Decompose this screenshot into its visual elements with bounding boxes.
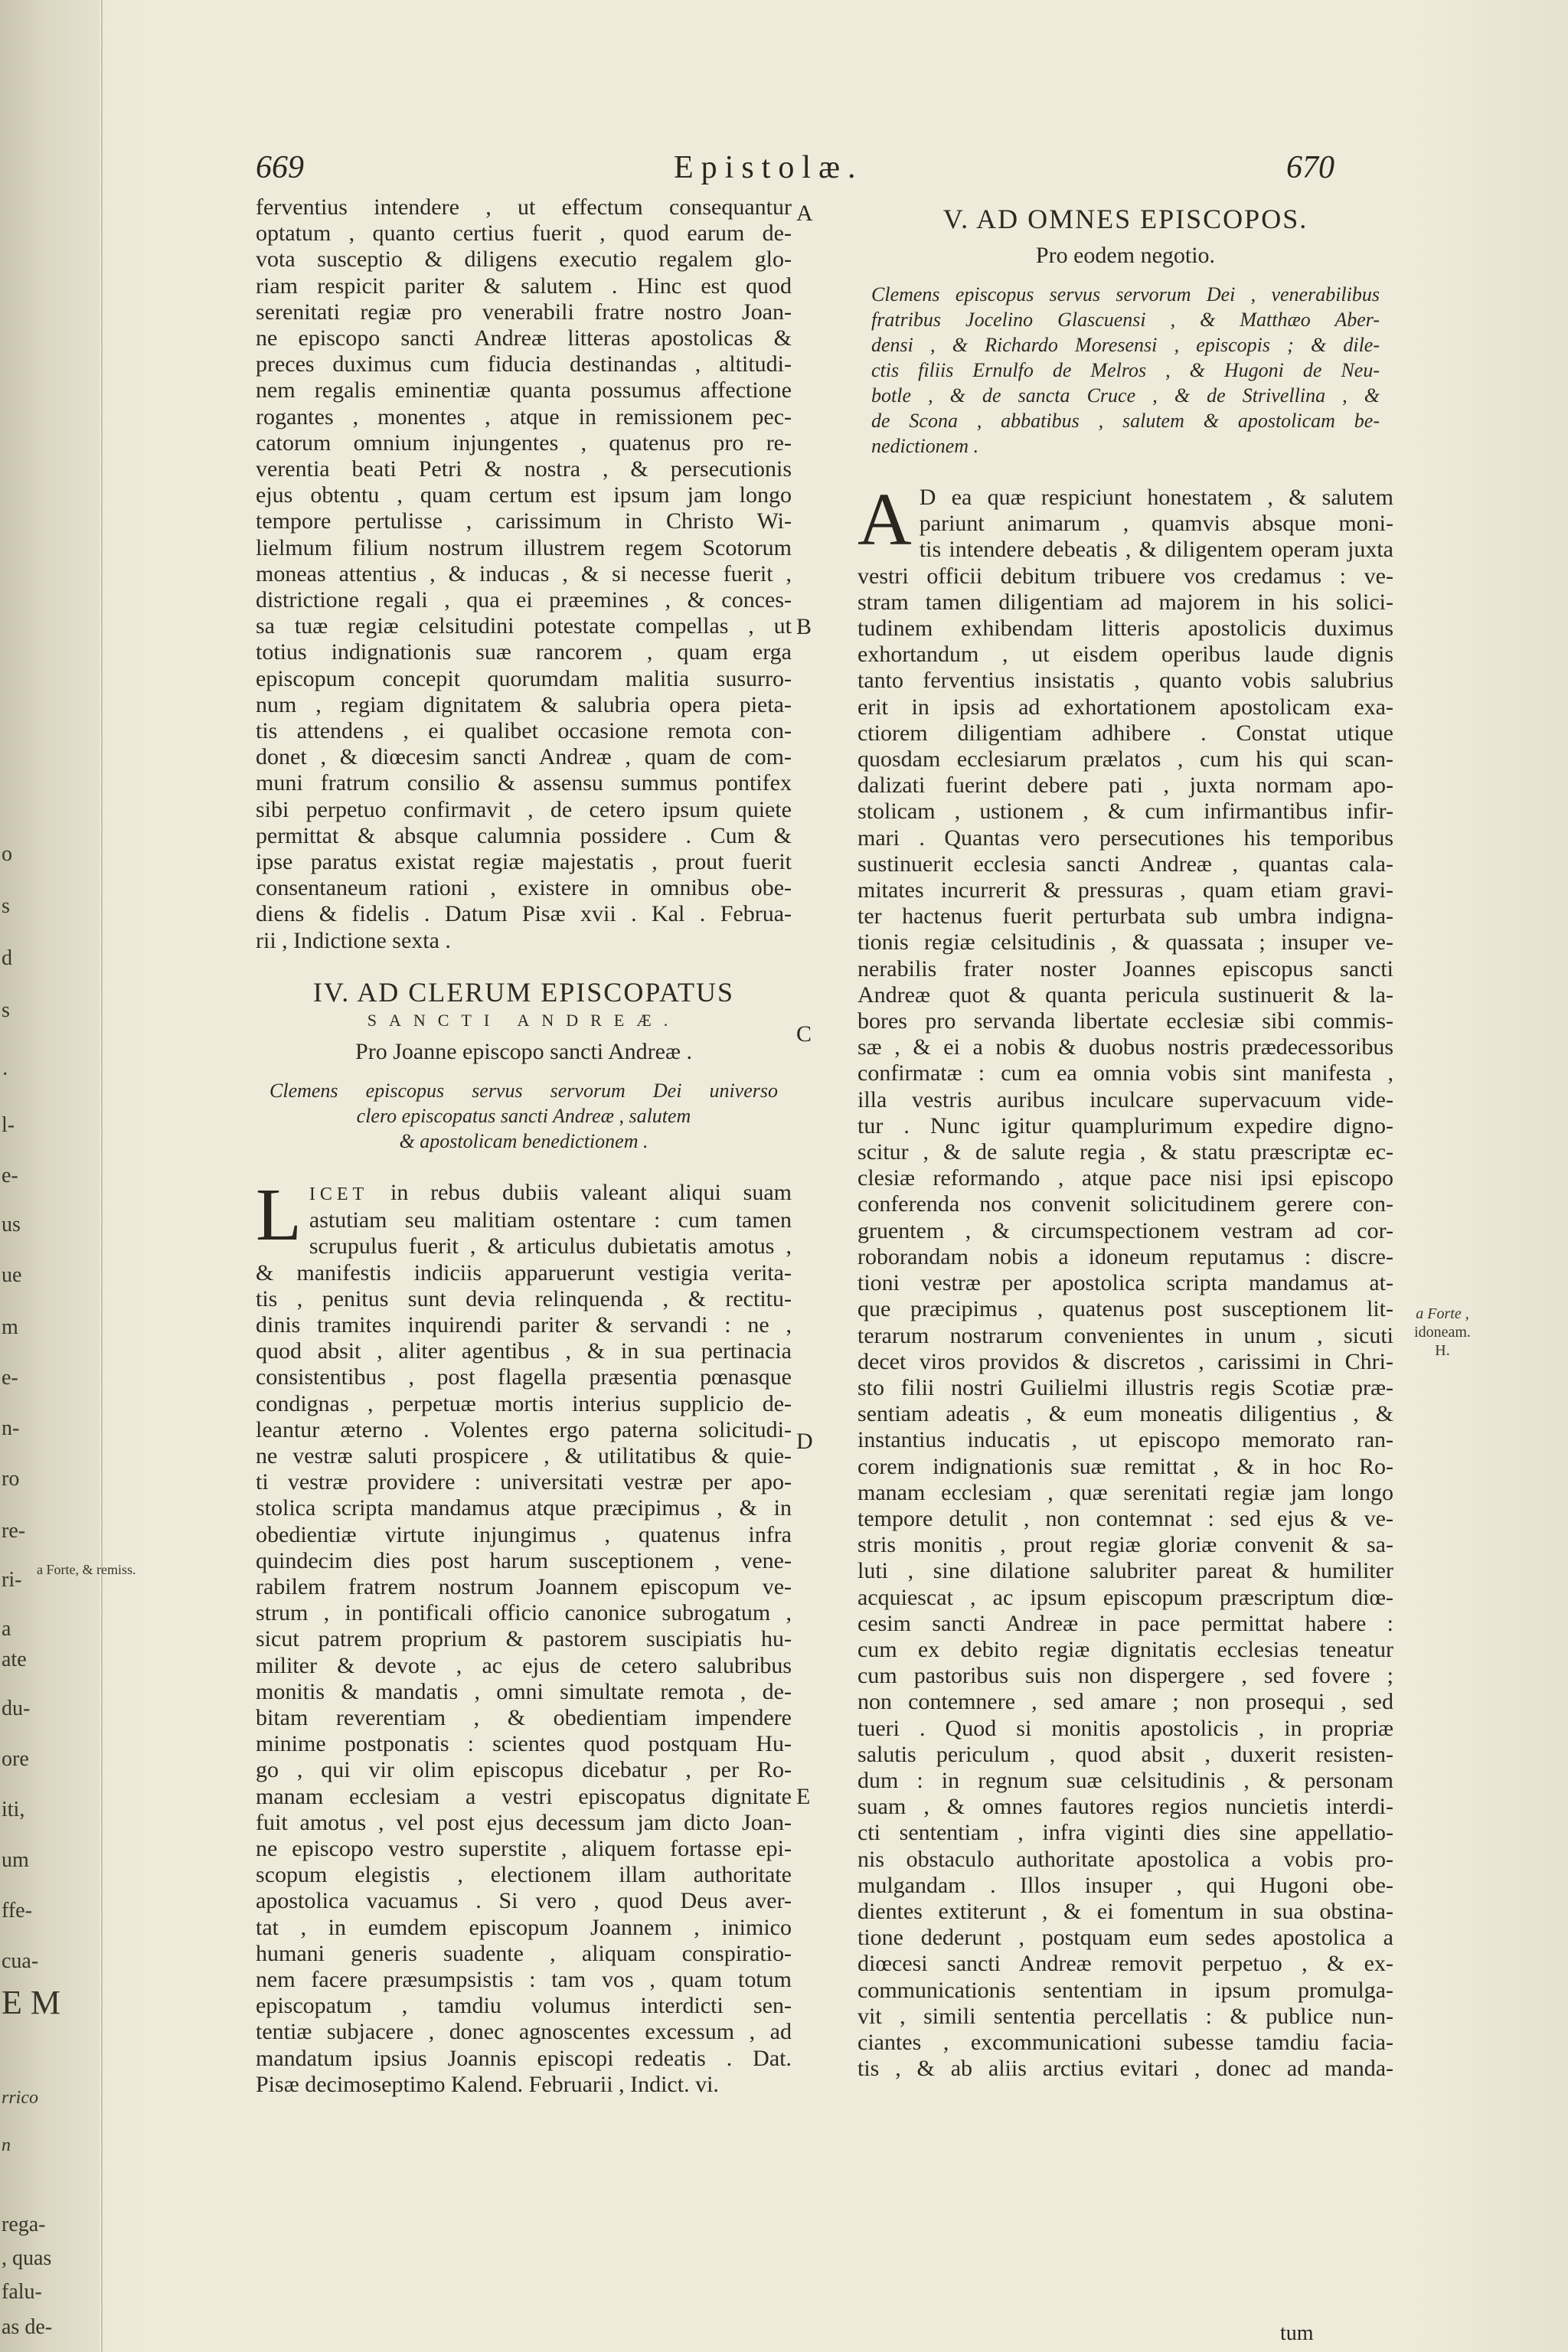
text-line: muni fratrum consilio & assensu summus pontifex (256, 770, 792, 796)
text-line: apostolica vacuamus . Si vero , quod Deus aver- (256, 1888, 792, 1914)
facing-page-fragment: m (2, 1315, 18, 1339)
facing-page-margin (0, 0, 136, 2352)
text-line: tueri . Quod si monitis apostolicis , in propriæ (858, 1715, 1393, 1741)
text-line: preces duximus cum fiducia destinandas , altitudi- (256, 351, 792, 377)
text-line: rabilem fratrem nostrum Joannem episcopum ve- (256, 1573, 792, 1599)
text-line: catorum omnium injungentes , quatenus pro re- (256, 430, 792, 456)
text-line: que præcipimus , quatenus post susceptionem lit- (858, 1296, 1393, 1322)
facing-page-fragment: re- (2, 1519, 26, 1543)
facing-page-fragment: s (2, 894, 10, 918)
text-line: cum ex debito regiæ dignitatis ecclesias teneatur (858, 1636, 1393, 1662)
facing-page-fragment: d (2, 946, 12, 970)
facing-page-fragment: o (2, 842, 12, 866)
text-line: ciantes , excommunicationi subesse tamdiu facia- (858, 2029, 1393, 2055)
margin-note-line: idoneam. (1414, 1324, 1471, 1341)
text-line: episcopum concepit quorumdam malitia susurro- (256, 665, 792, 691)
text-line: ne episcopo vestro superstite , aliquem fortasse epi- (256, 1835, 792, 1861)
facing-page-fragment: ate (2, 1648, 27, 1671)
text-line: D ea quæ respiciunt honestatem , & salutem (919, 485, 1393, 510)
facing-page-fragment: e- (2, 1366, 18, 1390)
text-line: bitam reverentiam , & obedientiam impendere (256, 1704, 792, 1730)
text-line: num , regiam dignitatem & salubria opera pieta- (256, 691, 792, 717)
facing-page-fragment: du- (2, 1697, 31, 1720)
text-line: sentiam adeatis , & eum moneatis diligentius , & (858, 1401, 1393, 1427)
left-column (256, 194, 792, 2098)
text-line: episcopatum , tamdiu volumus interdicti sen- (256, 1993, 792, 2019)
text-line: condignas , perpetuæ mortis interius supplicio de- (256, 1390, 792, 1416)
text-line: lielmum filium nostrum illustrem regem Scotorum (256, 534, 792, 560)
running-title: Epistolæ. (674, 150, 864, 185)
text-line: mitates incurrerit & pressuras , quam etiam gravi- (858, 877, 1393, 903)
text-line: militer & devote , ac ejus de cetero salubribus (256, 1652, 792, 1678)
text-line: monitis & mandatis , omni simultate remota , de- (256, 1678, 792, 1704)
facing-page-fragment: a (2, 1617, 11, 1641)
text-line: gruentem , & circumspectionem vestram ad cor- (858, 1217, 1393, 1243)
facing-page-fragment: e- (2, 1164, 18, 1187)
margin-note (1406, 1305, 1479, 1360)
text-line: totius indignationis suæ rancorem , quam erga (256, 639, 792, 665)
text-line: quod absit , aliter agentibus , & in sua pertinacia (256, 1338, 792, 1364)
facing-page-fragment: rega- (2, 2213, 46, 2236)
text-line: dientes extiterunt , & ei fomentum in sua obstina- (858, 1898, 1393, 1924)
margin-note-line: a Forte , (1416, 1305, 1469, 1322)
facing-page-fragment: ri- (2, 1568, 22, 1592)
text-line: scrupulus fuerit , & articulus dubietatis amotus , (309, 1233, 792, 1259)
text-line: diœcesi sancti Andreæ removit perpetuo , & ex- (858, 1951, 1393, 1977)
text-line: bores pro servanda libertate ecclesiæ sibi commis- (858, 1008, 1393, 1034)
text-line: pariunt animarum , quamvis absque moni- (919, 511, 1393, 537)
right-page-number: 670 (1286, 150, 1334, 185)
text-line: ne episcopo sancti Andreæ litteras apostolicas & (256, 325, 792, 351)
text-line: botle , & de sancta Cruce , & de Strivellina , & (871, 384, 1380, 407)
margin-note-line: H. (1435, 1342, 1450, 1359)
text-line: permittat & absque calumnia possidere . Cum & (256, 822, 792, 848)
column-marker: E (796, 1784, 811, 1809)
text-line: in rebus dubiis valeant aliqui suam (390, 1179, 792, 1205)
text-line: tis attendens , ei qualibet occasione remota con- (256, 718, 792, 744)
text-line: & manifestis indiciis apparuerunt vestigia verita- (256, 1259, 792, 1285)
text-line: verentia beati Petri & nostra , & persecutionis (256, 456, 792, 482)
text-line: ctis filiis Ernulfo de Melros , & Hugoni de Neu- (871, 359, 1380, 381)
text-line: sustinuerit ecclesia sancti Andreæ , quantas cala- (858, 851, 1393, 877)
facing-page-fragment: um (2, 1848, 29, 1872)
text-line: tentiæ subjacere , donec agnoscentes excessum , ad (256, 2019, 792, 2045)
facing-page-fragment: ffe- (2, 1899, 32, 1922)
text-line: ipse paratus existat regiæ majestatis , prout fuerit (256, 849, 792, 875)
text-line: nem facere præsumpsistis : tam vos , quam totum (256, 1966, 792, 1992)
text-line: vestri officii debitum tribuere vos credamus : ve- (858, 563, 1393, 589)
text-line: stris monitis , prout regiæ gloriæ convenit & sa- (858, 1532, 1393, 1558)
text-line: nerabilis frater noster Joannes episcopus sancti (858, 956, 1393, 982)
catchword: tum (1280, 2321, 1314, 2345)
text-line: serenitati regiæ pro venerabili fratre nostro Joan- (256, 299, 792, 325)
text-line: decet viros providos & discretos , carissimi in Chri- (858, 1348, 1393, 1374)
first-word: ICET (309, 1184, 369, 1204)
text-line: ferventius intendere , ut effectum consequantur (256, 194, 792, 220)
text-line: sto filii nostri Guilielmi illustris regis Scotiæ præ- (858, 1374, 1393, 1400)
text-line: nem regalis eminentiæ quanta possumus affectione (256, 377, 792, 403)
text-line: stolica scripta mandamus atque præcipimus , & in (256, 1495, 792, 1521)
text-line: Pisæ decimoseptimo Kalend. Februarii , Indict. vi. (256, 2071, 719, 2097)
facing-page-fragment: as de- (2, 2315, 53, 2339)
text-line: moneas attentius , & inducas , & si necesse fuerit , (256, 560, 792, 586)
text-line: dinis tramites inquirendi pariter & servandi : ne , (256, 1312, 792, 1338)
text-line: Clemens episcopus servus servorum Dei , venerabilibus (871, 283, 1380, 305)
text-line: optatum , quanto certius fuerit , quod earum de- (256, 220, 792, 247)
text-line: corem indignationis suæ remittat , & in hoc Ro- (858, 1453, 1393, 1479)
text-line: sicut patrem proprium & pastorem suscipiatis hu- (256, 1626, 792, 1652)
column-marker: B (796, 614, 812, 639)
text-line: districtione regali , qua ei præemines , & conces- (256, 587, 792, 613)
text-line: de Scona , abbatibus , salutem & apostolicam be- (871, 410, 1380, 432)
text-line: roborandam nobis a idoneum reputamus : discre- (858, 1243, 1393, 1269)
text-line: tis , penitus sunt devia relinquenda , & rectitu- (256, 1285, 792, 1312)
facing-page-fragment: ue (2, 1263, 22, 1287)
salutation (256, 1078, 792, 1154)
text-line: sibi perpetuo confirmavit , de cetero ipsum quiete (256, 796, 792, 822)
text-line: consistentibus , post flagella præsentia pœnasque (256, 1364, 792, 1390)
letter-v-body (858, 479, 1393, 2082)
text-line: suam , & omnes fautores regios nuncietis interdi- (858, 1794, 1393, 1820)
text-line: Clemens episcopus servus servorum Dei universo (270, 1079, 778, 1102)
facing-page-fragment: ore (2, 1747, 29, 1771)
text-line: non contemnere , sed amare ; non prosequi , sed (858, 1689, 1393, 1715)
text-line: tudinem exhibendam litteris apostolicis duximus (858, 616, 1393, 642)
text-line: tionis regiæ celsitudinis , & quassata ; insuper ve- (858, 929, 1393, 956)
facing-page-fragment: falu- (2, 2280, 42, 2304)
text-line: humani generis suadente , aliquam conspiratio- (256, 1940, 792, 1966)
text-line: mulgandam . Illos insuper , qui Hugoni obe- (858, 1872, 1393, 1898)
text-line: instantius inducatis , ut episcopo memorato ran- (858, 1427, 1393, 1453)
text-line: nedictionem . (871, 435, 979, 457)
text-line: vota susceptio & diligens executio regalem glo- (256, 247, 792, 273)
text-line: consentaneum rationi , existere in omnibus obe- (256, 875, 792, 901)
text-line: fuit amotus , vel post ejus decessum jam dicto Joan- (256, 1809, 792, 1835)
drop-cap-initial: A (858, 479, 912, 561)
text-line: tur . Nunc igitur quamplurimum expedire digno- (858, 1112, 1393, 1138)
text-line: minime postponatis : scientes quod postquam Hu- (256, 1731, 792, 1757)
drop-cap-initial: L (256, 1173, 302, 1256)
facing-page-fragment: · (2, 1063, 9, 1086)
facing-page-note: a Forte, & remiss. (37, 1562, 136, 1577)
letter-iii-ending (256, 194, 792, 954)
text-line: luti , sine dilatione salubriter pareat & humiliter (858, 1558, 1393, 1584)
text-line: quosdam ecclesiarum prælatos , cum his qui scan- (858, 746, 1393, 773)
text-line: densi , & Richardo Moresensi , episcopis ; & dile- (871, 334, 1380, 356)
facing-page-fragment: n (2, 2135, 11, 2155)
text-line: exhortandum , ut eisdem operibus laude dignis (858, 642, 1393, 668)
text-line: leantur æterno . Volentes ergo paterna solicitudi- (256, 1416, 792, 1442)
text-line: dalizati fuerint debere pati , juxta normam apo- (858, 773, 1393, 799)
text-line: confirmatæ : cum ea omnia vobis sint manifesta , (858, 1060, 1393, 1086)
text-line: sa tuæ regiæ celsitudini potestate compellas , ut (256, 613, 792, 639)
facing-page-fragment: ro (2, 1467, 20, 1491)
section-title-iv-line2: SANCTI ANDREÆ. (367, 1010, 681, 1030)
text-line: mandatum ipsius Joannis episcopi redeatis . Dat. (256, 2045, 792, 2071)
text-line: tanto ferventius insistatis , quanto vobis salubrius (858, 668, 1393, 694)
column-marker: A (796, 201, 813, 226)
text-line: cti sententiam , infra viginti dies sine appellatio- (858, 1820, 1393, 1846)
text-line: rogantes , monentes , atque in remissionem pec- (256, 403, 792, 430)
facing-page-fragment: l- (2, 1113, 15, 1137)
text-line: acquiescat , ac ipsum episcopum præscriptum diœ- (858, 1584, 1393, 1610)
text-line: manam ecclesiam , quæ serenitati regiæ jam longo (858, 1479, 1393, 1505)
text-line: tis , & ab aliis arctius evitari , donec ad manda- (858, 2056, 1393, 2082)
text-line: donet , & diœcesim sancti Andreæ , quam de com- (256, 744, 792, 770)
text-line: Andreæ quot & quanta pericula sustinuerit & la- (858, 982, 1393, 1008)
facing-page-fragment: s (2, 998, 10, 1022)
text-line: ti vestræ providere : universitati vestræ per apo- (256, 1469, 792, 1495)
text-line: ter hactenus fuerit perturbata sub umbra indigna- (858, 903, 1393, 929)
text-line: ctiorem diligentiam adhibere . Constat utique (858, 720, 1393, 746)
text-line: tat , in eumdem episcopum Joannem , inimico (256, 1914, 792, 1940)
text-line: tioni vestræ per apostolica scripta mandamus at- (858, 1270, 1393, 1296)
facing-page-fragment: E M (2, 1984, 60, 2021)
text-line: rii , Indictione sexta . (256, 927, 451, 953)
text-line: mari . Quantas vero persecutiones his temporibus (858, 825, 1393, 851)
page-fold-shadow (101, 0, 103, 2352)
text-line: obedientiæ virtute injungimus , quatenus infra (256, 1521, 792, 1547)
text-line: go , qui vir olim episcopus dicebatur , per Ro- (256, 1757, 792, 1783)
letter-iv-body (256, 1173, 792, 2098)
text-line: communicationis sententiam in ipsum promulga- (858, 1977, 1393, 2003)
text-line: & apostolicam benedictionem . (399, 1129, 648, 1152)
salutation (858, 282, 1393, 459)
section-title-iv: IV. AD CLERUM EPISCOPATUS (312, 976, 735, 1008)
text-line: astutiam seu malitiam ostentare : cum tamen (309, 1207, 792, 1233)
text-line: cesim sancti Andreæ in pace permittat habere : (858, 1610, 1393, 1636)
right-column (858, 202, 1393, 2082)
text-line: conferenda nos convenit solicitudinem gerere con- (858, 1191, 1393, 1217)
facing-page-fragment: us (2, 1213, 21, 1236)
text-line: stolicam , ustionem , & cum infirmantibus infir- (858, 799, 1393, 825)
facing-page-fragment: n- (2, 1416, 20, 1440)
text-line: terarum nostrarum convenientes in unum , sicuti (858, 1322, 1393, 1348)
text-line: fratribus Jocelino Glascuensi , & Matthæo Aber- (871, 309, 1380, 331)
text-line: quindecim dies post harum susceptionem , vene- (256, 1547, 792, 1573)
text-line: stram tamen diligentiam ad majorem in his solici- (858, 589, 1393, 615)
text-line: nis obstaculo authoritate apostolica a vobis pro- (858, 1846, 1393, 1872)
facing-page-fragment: iti, (2, 1798, 25, 1821)
text-line: cum pastoribus suis non dispergere , sed fovere ; (858, 1663, 1393, 1689)
text-line: tis intendere debeatis , & diligentem operam juxta (919, 537, 1393, 563)
pro-line: Pro Joanne episcopo sancti Andreæ . (355, 1038, 692, 1064)
column-marker: C (796, 1021, 812, 1047)
text-line: ne vestræ saluti prospicere , & utilitatibus & quie- (256, 1442, 792, 1468)
text-line: riam respicit pariter & salutem . Hinc est quod (256, 273, 792, 299)
column-marker: D (796, 1429, 813, 1454)
text-line: salutis periculum , quod absit , duxerit resisten- (858, 1741, 1393, 1767)
text-line: clesiæ reformando , atque pace nisi ipsi episcopo (858, 1165, 1393, 1191)
text-line: erit in ipsis ad exhortationem apostolicam exa- (858, 694, 1393, 720)
text-line: ejus obtentu , quam certum est ipsum jam longo (256, 482, 792, 508)
text-line: tempore pertulisse , carissimum in Christo Wi- (256, 508, 792, 534)
text-line: vit , simili sententia percellatis : & publice nun- (858, 2003, 1393, 2029)
text-line: dum : in regnum suæ celsitudinis , & personam (858, 1767, 1393, 1793)
text-line: tempore detulit , non contemnat : sed ejus & ve- (858, 1505, 1393, 1531)
text-line: scopum elegistis , electionem illam authoritate (256, 1862, 792, 1888)
section-title-v: V. AD OMNES EPISCOPOS. (942, 204, 1308, 234)
text-line: manam ecclesiam a vestri episcopatus dignitate (256, 1783, 792, 1809)
facing-page-fragment: cua- (2, 1949, 39, 1973)
text-line: clero episcopatus sancti Andreæ , salutem (356, 1104, 691, 1127)
text-line: diens & fidelis . Datum Pisæ xvii . Kal . Februa- (256, 901, 792, 927)
text-line: scitur , & de salute regia , & statu præscriptæ ec- (858, 1139, 1393, 1165)
facing-page-fragment: , quas (2, 2246, 52, 2270)
pro-line: Pro eodem negotio. (1035, 243, 1216, 268)
facing-page-fragment: rrico (2, 2088, 38, 2108)
text-line: strum , in pontificali officio canonice subrogatum , (256, 1600, 792, 1626)
left-page-number: 669 (256, 150, 304, 185)
text-line: sæ , & ei a nobis & duobus nostris prædecessoribus (858, 1034, 1393, 1060)
text-line: illa vestris auribus inculcare supervacuum vide- (858, 1086, 1393, 1112)
text-line: tione dederunt , postquam eum sedes apostolica a (858, 1925, 1393, 1951)
